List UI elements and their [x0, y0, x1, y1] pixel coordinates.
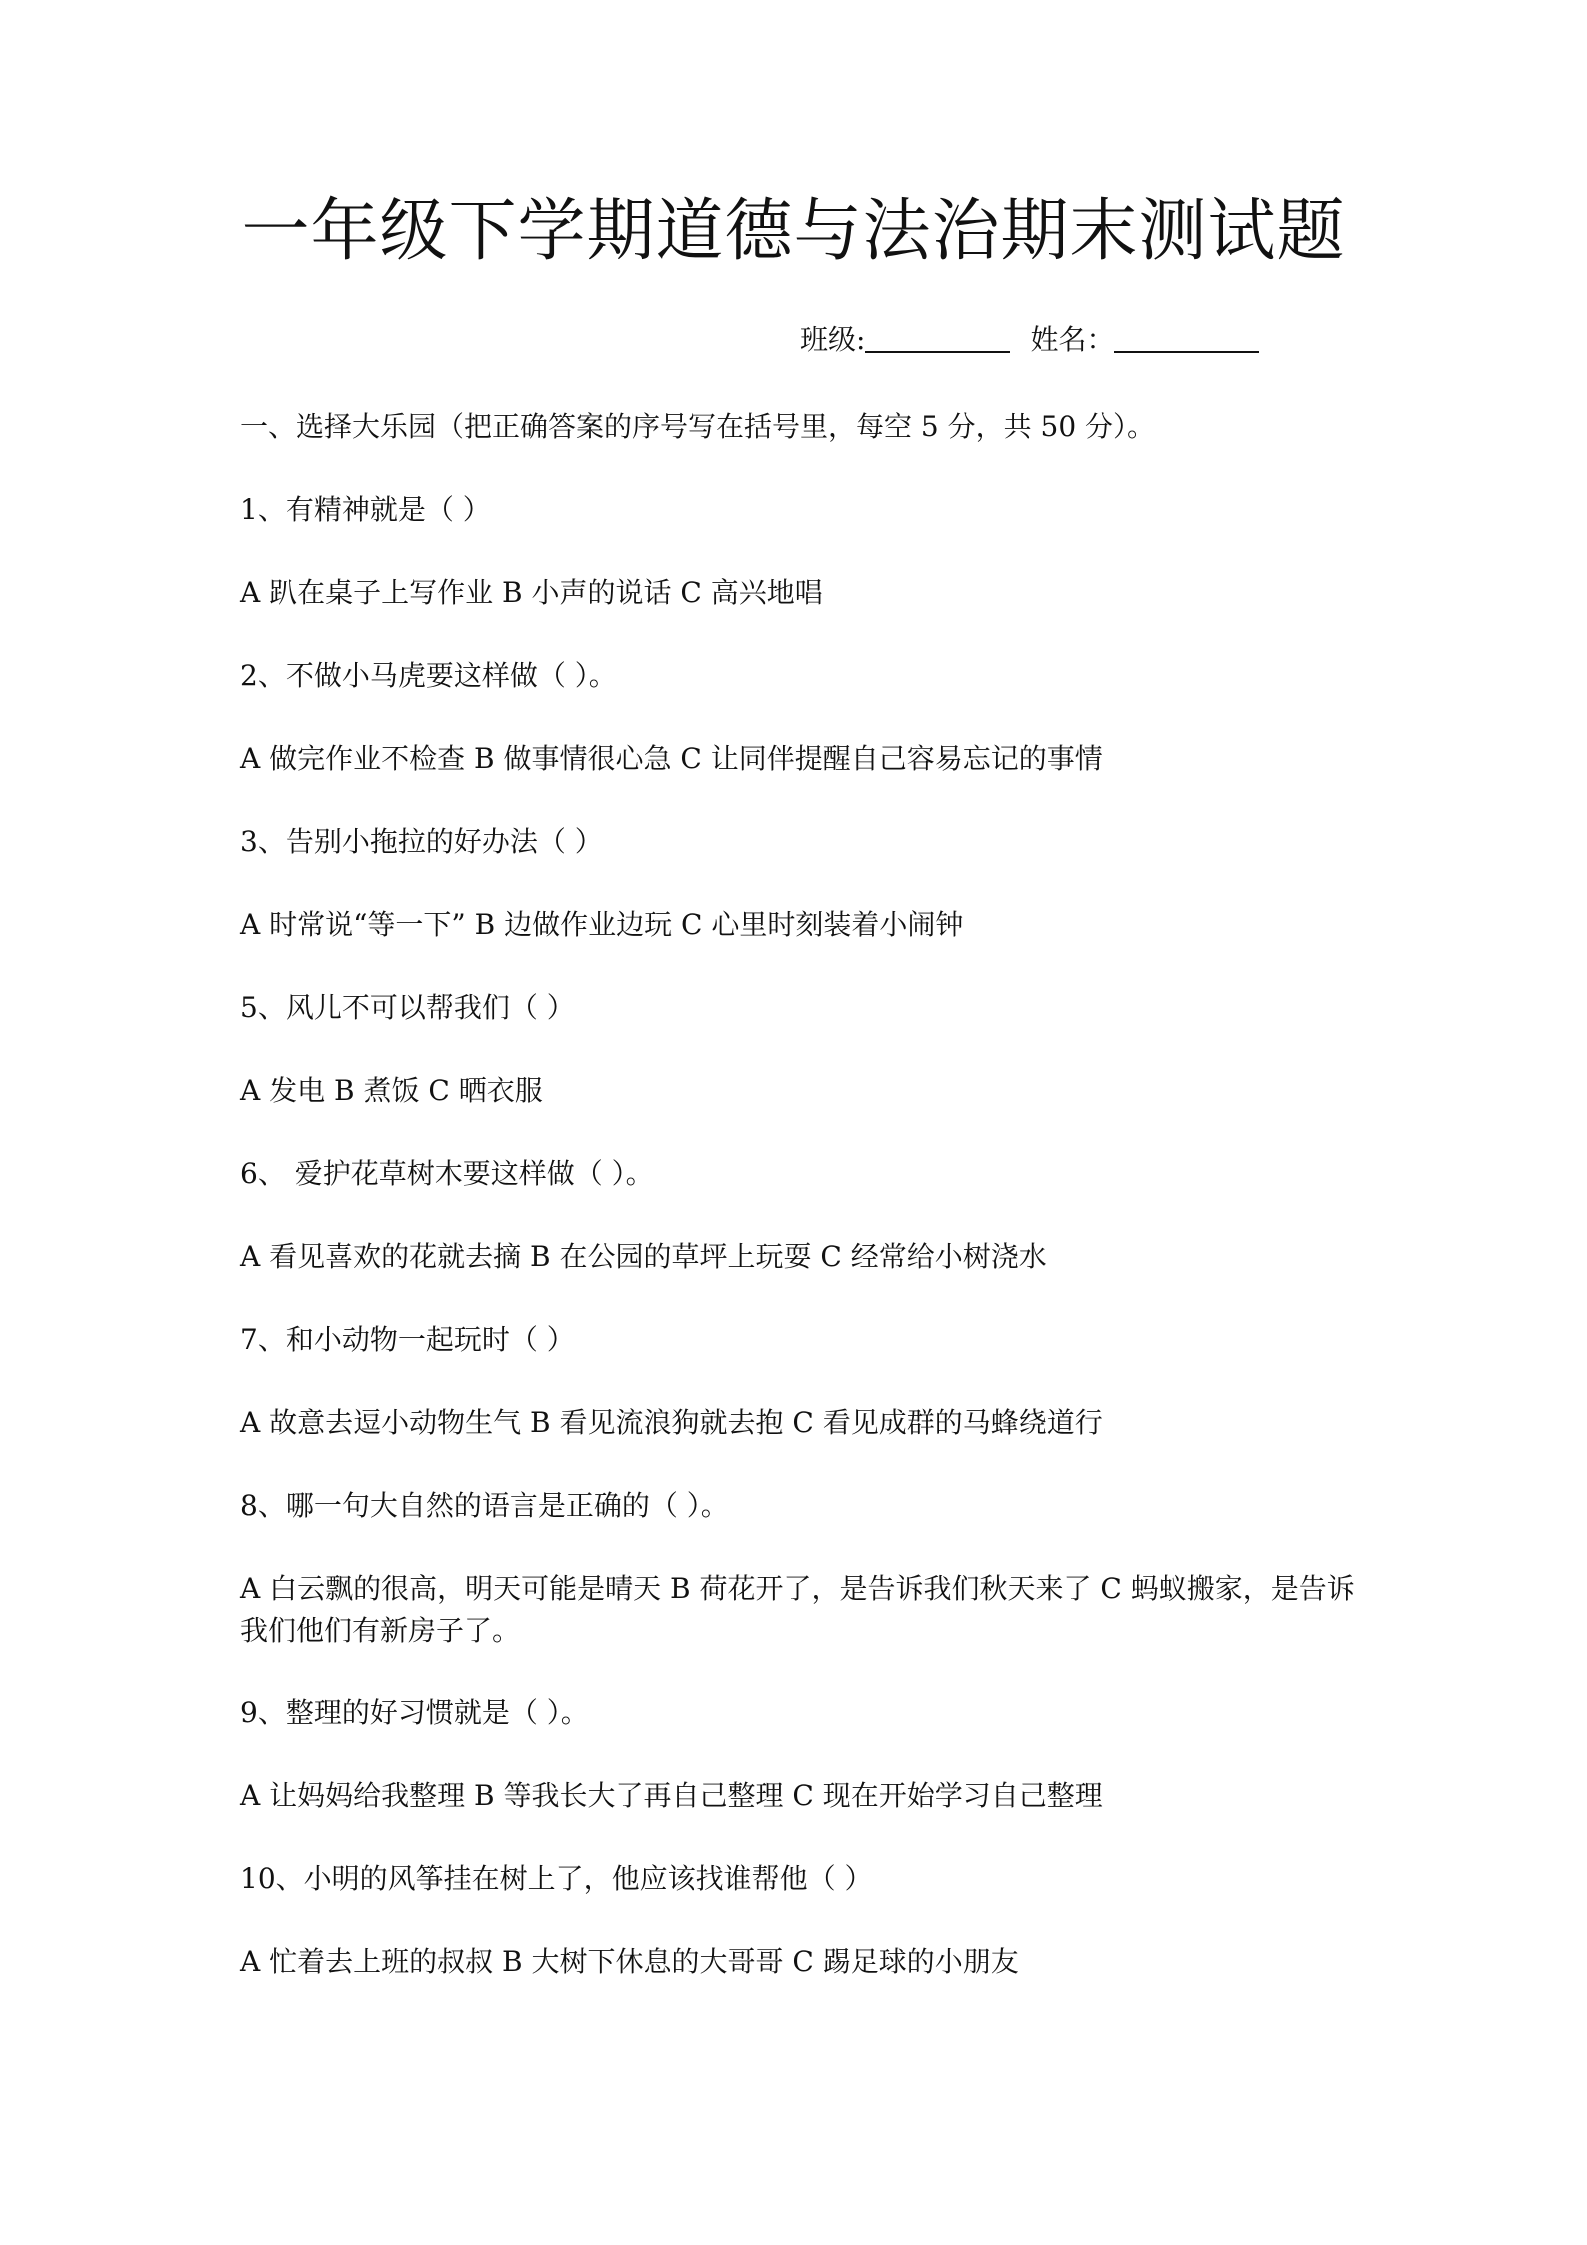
page-title: 一年级下学期道德与法治期末测试题 [241, 192, 1346, 271]
question-6: 6、 爱护花草树木要这样做（ ）。 [240, 1157, 654, 1190]
options-8: A 白云飘的很高，明天可能是晴天 B 荷花开了，是告诉我们秋天来了 C 蚂蚁搬家，是告诉我们他们有新房子了。 [240, 1572, 1355, 1647]
options-10: A 忙着去上班的叔叔 B 大树下休息的大哥哥 C 踢足球的小朋友 [240, 1945, 1019, 1978]
class-label: 班级: [800, 323, 866, 356]
options-1: A 趴在桌子上写作业 B 小声的说话 C 高兴地唱 [240, 576, 823, 609]
name-label: 姓名： [1030, 323, 1115, 356]
question-10: 10、小明的风筝挂在树上了，他应该找谁帮他（ ） [240, 1862, 873, 1895]
question-5: 5、风儿不可以帮我们（ ） [240, 991, 575, 1024]
section-heading: 一、选择大乐园（把正确答案的序号写在括号里，每空 5 分，共 50 分）。 [240, 410, 1156, 443]
question-8: 8、哪一句大自然的语言是正确的（ ）。 [240, 1489, 729, 1522]
name-blank [1114, 323, 1259, 353]
question-3: 3、告别小拖拉的好办法（ ） [240, 825, 603, 858]
options-5: A 发电 B 煮饭 C 晒衣服 [240, 1074, 543, 1107]
question-9: 9、整理的好习惯就是（ ）。 [240, 1696, 589, 1729]
question-7: 7、和小动物一起玩时（ ） [240, 1323, 575, 1356]
student-info [800, 320, 1259, 360]
options-2: A 做完作业不检查 B 做事情很心急 C 让同伴提醒自己容易忘记的事情 [240, 742, 1103, 775]
question-1: 1、有精神就是（ ） [240, 493, 491, 526]
question-2: 2、不做小马虎要这样做（ ）。 [240, 659, 617, 692]
class-blank [865, 323, 1010, 353]
options-6: A 看见喜欢的花就去摘 B 在公园的草坪上玩耍 C 经常给小树浇水 [240, 1240, 1047, 1273]
options-7: A 故意去逗小动物生气 B 看见流浪狗就去抱 C 看见成群的马蜂绕道行 [240, 1406, 1103, 1439]
options-9: A 让妈妈给我整理 B 等我长大了再自己整理 C 现在开始学习自己整理 [240, 1779, 1103, 1812]
options-3: A 时常说“等一下” B 边做作业边玩 C 心里时刻装着小闹钟 [240, 908, 964, 941]
